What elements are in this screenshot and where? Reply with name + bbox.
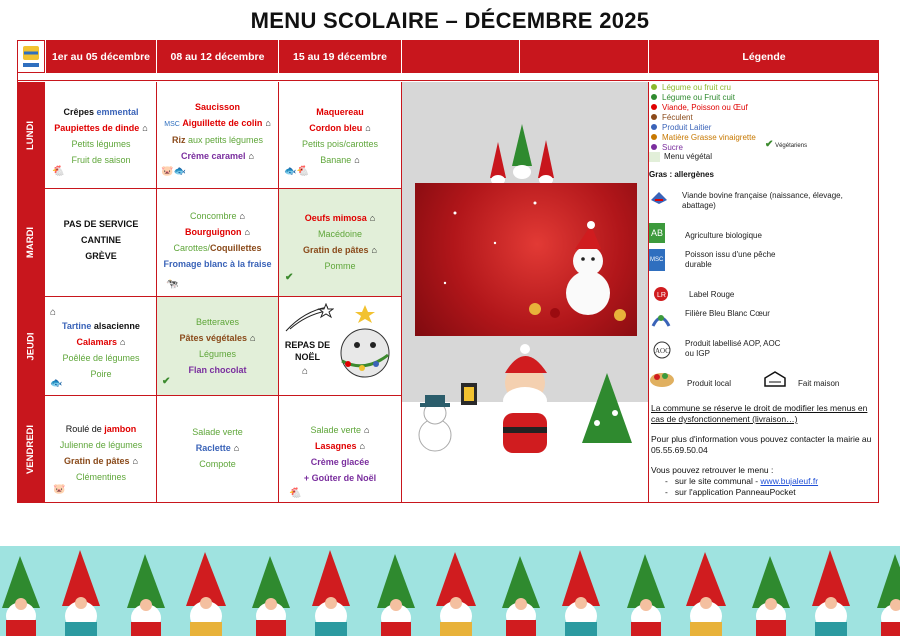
legend-item: Légume ou fruit cru [649,83,731,92]
fait-maison-icon: ⌂ [50,307,57,318]
label-vbf-icon [649,190,669,208]
gnome-footer-band [0,546,900,636]
legend-label: Produit labellisé AOP, AOC ou IGP [685,339,781,358]
day-label-mardi: MARDI [17,189,45,296]
fait-maison-icon: ⌂ [142,122,148,133]
menu-cell-jeudi-w3: REPAS DE NOËL [284,339,331,362]
menu-cell-lundi-w2: Saucisson MSC Aiguillette de colin ⌂ Riz aux petits légumes Crème caramel ⌂ [164,102,271,161]
legend-item: Produit Laitier [649,123,711,132]
town-logo [17,40,45,73]
legend-label: Label Rouge [689,290,735,299]
green-swatch [649,152,660,162]
legend-label: Filière Bleu Blanc Cœur [685,309,770,318]
week-header-5 [519,40,648,73]
week-header-1: 1er au 05 décembre [45,40,156,73]
menu-cell-jeudi-w2: Betteraves Pâtes végétales ⌂ Légumes Flan chocolat [157,297,278,395]
menu-cell-lundi-w1: Crêpes emmental Paupiettes de dinde ⌂ Petits légumes Fruit de saison [54,106,148,165]
fait-maison-icon: ⌂ [132,455,138,466]
snowman-picture [415,183,637,336]
legend-header: Légende [648,40,879,73]
menu-cell-lundi-w3: Maquereau Cordon bleu ⌂ Petits pois/carottes Banane ⌂ [301,106,379,165]
legend-label: Produit local [687,379,732,388]
fait-maison-icon: ⌂ [354,154,360,165]
fait-maison-icon: ⌂ [265,118,271,128]
info-site-line: - sur le site communal - www.bujaleuf.fr [665,476,819,486]
label-produit-local-icon [649,368,675,390]
legend-item: Matière Grasse vinaigrette [649,133,756,142]
fait-maison-icon: ⌂ [359,440,365,451]
fait-maison-icon: ⌂ [250,332,256,343]
label-rouge-icon [653,286,669,304]
site-link[interactable]: www.bujaleuf.fr [760,476,819,486]
vegetarian-check-icon: ✔ [162,376,171,387]
label-aoc-icon [652,340,672,362]
vegetarian-check-icon: ✔ [285,272,294,283]
fish-chicken-icon: 🐟🐔 [284,166,309,177]
legend-item: Viande, Poisson ou Œuf [649,103,748,112]
week-header-2: 08 au 12 décembre [156,40,278,73]
page-title: MENU SCOLAIRE – DÉCEMBRE 2025 [250,8,650,33]
svg-text:MSC: MSC [650,257,664,263]
legend-label: Poisson issu d'une pêche durable [685,250,776,269]
menu-cell-mardi-w3: Oeufs mimosa ⌂ Macédoine Gratin de pâtes ⌂ Pomme [279,189,401,296]
menu-cell-vendredi-w2: Salade verte Raclette ⌂ Compote [192,426,243,469]
label-bleu-blanc-coeur-icon [651,310,671,330]
msc-icon: MSC [164,121,180,128]
fish-icon: 🐟 [50,378,63,389]
label-ab-icon [649,223,665,245]
find-text: Vous pouvez retrouver le menu : [651,465,774,475]
svg-text:AOC: AOC [655,347,670,355]
fait-maison-icon: ⌂ [371,245,377,255]
legend-gras: Gras : allergènes [649,170,714,179]
day-label-lundi: LUNDI [17,82,45,188]
legend-item: Légume ou Fruit cuit [649,93,735,102]
legend-item: Féculent [649,113,693,122]
fait-maison-icon [763,370,787,390]
legend-label: Agriculture biologique [685,231,762,240]
svg-text:AB: AB [651,228,664,238]
menu-cell-vendredi-w1: Roulé de jambon Julienne de légumes Gratin de pâtes ⌂ Clémentines [59,423,143,482]
fait-maison-icon: ⌂ [369,213,376,223]
week-header-3: 15 au 19 décembre [278,40,401,73]
gnome-pattern [0,546,900,636]
chicken-icon: 🐔 [52,166,65,177]
fait-maison-icon: ⌂ [233,442,240,453]
menu-cell-jeudi-w1: Tartine alsacienne Calamars ⌂ Poêlée de légumes Poire [62,320,140,379]
week-header-4 [401,40,519,73]
label-msc-icon [649,249,665,273]
vegetarian-legend: ✔ Végétariens [765,139,808,150]
santa-snowman-tree-illustration [407,343,647,473]
grid-line [17,502,879,503]
grid-line [17,395,401,396]
header-spacer [17,73,879,81]
pig-fish-icon: 🐷🐟 [161,166,186,177]
fait-maison-icon: ⌂ [365,122,371,133]
legend-item: Sucre [649,143,683,152]
fait-maison-icon: ⌂ [302,366,309,377]
gnomes-illustration [486,122,558,184]
notice-text: La commune se réserve le droit de modifier les menus en cas de dysfonctionnement (livraison…) [651,403,868,424]
info-app-line: - sur l'application PanneauPocket [665,487,796,497]
menu-cell-vendredi-w3: Salade verte ⌂ Lasagnes ⌂ Crème glacée + Goûter de Noël [303,424,377,483]
pig-icon: 🐷 [53,484,66,495]
vegetarian-check-icon: ✔ [765,139,774,150]
fait-maison-icon: ⌂ [248,151,254,161]
svg-text:LR: LR [657,292,666,299]
legend-label: Fait maison [798,379,840,388]
legend-label: Viande bovine française (naissance, élevage, abattage) [682,191,843,210]
info-panel [651,403,879,498]
day-label-jeudi: JEUDI [17,297,45,395]
chicken-icon: 🐔 [289,488,302,499]
legend-panel [649,82,879,402]
shooting-star-icon [284,303,334,333]
christmas-cat-icon [336,303,394,381]
fait-maison-icon: ⌂ [120,336,126,347]
menu-cell-mardi-w2: Concombre ⌂ Bourguignon ⌂ Carottes/Coquillettes Fromage blanc à la fraise [163,210,272,269]
legend-menu-vegetal: Menu végétal [649,152,712,162]
fait-maison-icon: ⌂ [364,424,370,435]
contact-text: Pour plus d'information vous pouvez contacter la mairie au 05.55.69.50.04 [651,434,872,455]
day-label-vendredi: VENDREDI [17,396,45,502]
fait-maison-icon: ⌂ [244,226,250,237]
menu-cell-mardi-w1: PAS DE SERVICE CANTINE GRÈVE [63,218,139,261]
fait-maison-icon: ⌂ [239,210,245,221]
cow-icon: 🐄 [166,279,179,290]
